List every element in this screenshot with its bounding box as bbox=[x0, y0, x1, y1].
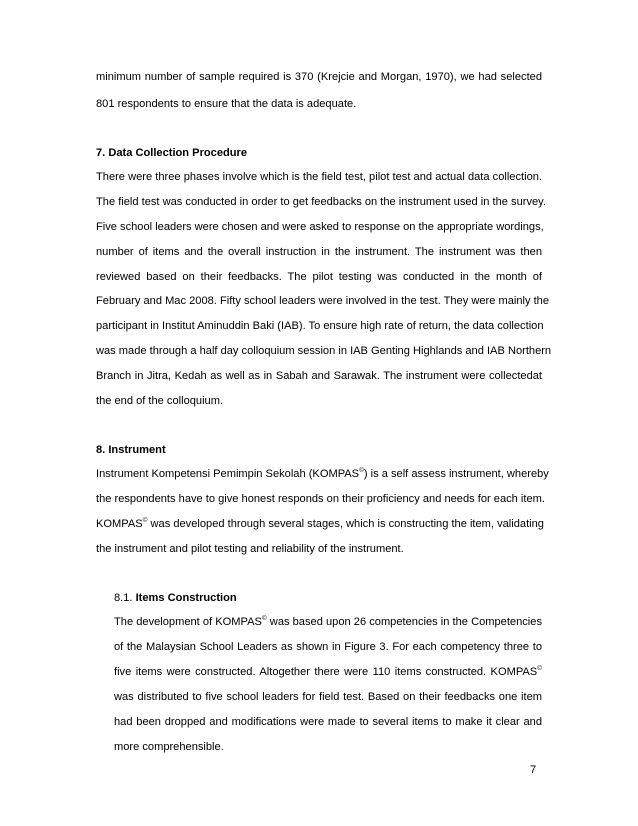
copyright-mark: © bbox=[537, 665, 542, 672]
copyright-mark: © bbox=[359, 467, 364, 474]
paragraph-line: The field test was conducted in order to get feedbacks on the instrument used in the survey. bbox=[96, 196, 546, 208]
paragraph-line: had been dropped and modifications were made to several items to make it clear and bbox=[114, 716, 542, 728]
paragraph-line: the instrument and pilot testing and reliability of the instrument. bbox=[96, 543, 404, 555]
paragraph-line: Branch in Jitra, Kedah as well as in Sabah and Sarawak. The instrument were collectedat bbox=[96, 370, 542, 382]
section-heading: 7. Data Collection Procedure bbox=[96, 147, 248, 159]
paragraph-line: The development of KOMPAS© was based upon 26 competencies in the Competencies bbox=[114, 615, 542, 628]
paragraph-line: 801 respondents to ensure that the data is adequate. bbox=[96, 98, 357, 110]
paragraph-line: reviewed based on their feedbacks. The pilot testing was conducted in the month of bbox=[96, 271, 542, 283]
paragraph-line: the respondents have to give honest responds on their proficiency and needs for each item. bbox=[96, 493, 545, 505]
paragraph-line: of the Malaysian School Leaders as shown in Figure 3. For each competency three to bbox=[114, 641, 542, 653]
paragraph-line: There were three phases involve which is the field test, pilot test and actual data collection. bbox=[96, 171, 542, 183]
copyright-mark: © bbox=[142, 517, 148, 524]
paragraph-line: the end of the colloquium. bbox=[96, 395, 224, 407]
paragraph-line: February and Mac 2008. Fifty school leaders were involved in the test. They were mainly the bbox=[96, 295, 550, 307]
paragraph-line: was distributed to five school leaders for field test. Based on their feedbacks one item bbox=[114, 691, 542, 703]
copyright-mark: © bbox=[261, 615, 267, 622]
paragraph-line: Instrument Kompetensi Pemimpin Sekolah (KOMPAS©) is a self assess instrument, whereby bbox=[96, 467, 549, 480]
paragraph-line: was made through a half day colloquium session in IAB Genting Highlands and IAB Northern bbox=[96, 345, 552, 357]
subsection-heading: 8.1. Items Construction bbox=[114, 592, 237, 604]
paragraph-line: Five school leaders were chosen and were asked to response on the appropriate wordings, bbox=[96, 221, 544, 233]
page-number: 7 bbox=[530, 764, 537, 776]
paragraph-line: number of items and the overall instruction in the instrument. The instrument was then bbox=[96, 246, 542, 258]
paragraph-line: participant in Institut Aminuddin Baki (IAB). To ensure high rate of return, the data collection bbox=[96, 320, 544, 332]
paragraph-line: KOMPAS© was developed through several stages, which is constructing the item, validating bbox=[96, 517, 544, 530]
paragraph-line: more comprehensible. bbox=[114, 741, 224, 753]
section-heading: 8. Instrument bbox=[96, 444, 166, 456]
paragraph-line: five items were constructed. Altogether there were 110 items constructed. KOMPAS© bbox=[114, 665, 542, 678]
paragraph-line: minimum number of sample required is 370 (Krejcie and Morgan, 1970), we had selected bbox=[96, 71, 542, 83]
